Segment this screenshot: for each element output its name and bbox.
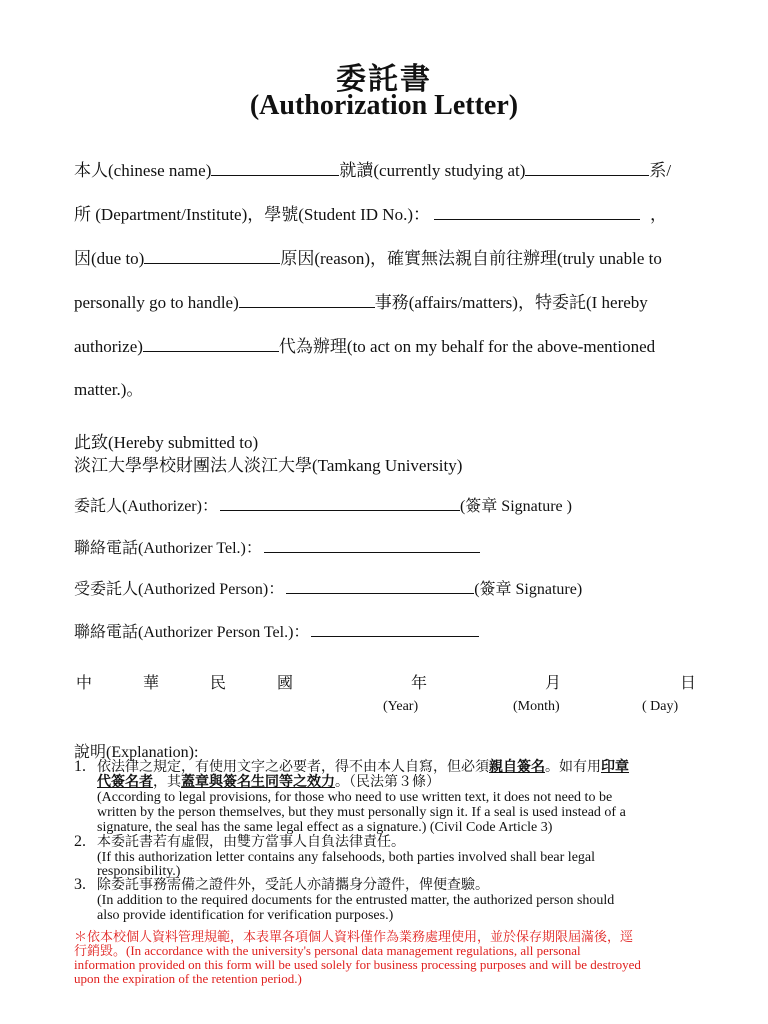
body-text: 就讀(currently studying at)	[339, 161, 526, 180]
explanation-item-1-en-line-1: (According to legal provisions, for those who need to use written text, it does not need to be	[97, 790, 613, 805]
body-text: 原因(reason)，確實無法親自前往辦理(truly unable to	[280, 249, 662, 268]
explanation-item-3-en-line-1: (In addition to the required documents for the entrusted matter, the authorized person should	[97, 893, 615, 908]
authorizer-label: 委託人(Authorizer)：	[74, 498, 218, 515]
note-text: ，其	[153, 775, 181, 790]
body-line-3	[74, 244, 662, 269]
explanation-item-3-en-line-2: also provide identification for verification purposes.)	[97, 908, 394, 923]
month-en-label: (Month)	[513, 699, 560, 714]
note-emphasis: 印章	[601, 760, 629, 775]
explanation-item-1-zh-line-1	[97, 760, 629, 775]
explanation-item-2-en-line-1: (If this authorization letter contains any falsehoods, both parties involved shall bear legal	[97, 850, 596, 865]
reason-blank[interactable]	[144, 249, 280, 264]
authorizer-signature-line[interactable]	[220, 496, 460, 511]
body-line-4	[74, 288, 648, 313]
item-number: 2.	[74, 833, 86, 850]
body-line-5	[74, 332, 655, 357]
authorized-label: 受委託人(Authorized Person)：	[74, 581, 285, 598]
chinese-name-blank[interactable]	[211, 161, 339, 176]
authorized-tel-line[interactable]	[311, 622, 479, 637]
note-emphasis: 親自簽名	[489, 760, 545, 775]
day-en-label: ( Day)	[642, 699, 679, 714]
authorized-tel-row	[74, 619, 479, 642]
submitted-to-line: 此致(Hereby submitted to)	[74, 433, 259, 452]
privacy-notice-line-1: ＊依本校個人資料管理規範，本表單各項個人資料僅作為業務處理使用，並於保存期限屆滿後，逕	[74, 929, 634, 944]
authorized-name-blank[interactable]	[143, 337, 279, 352]
explanation-item-2-zh: 本委託書若有虛假，由雙方當事人自負法律責任。	[97, 835, 405, 850]
body-text: 所 (Department/Institute)，學號(Student ID No.)：	[74, 205, 430, 224]
body-line-6: matter.)。	[74, 380, 144, 399]
authorizer-tel-row	[74, 535, 480, 558]
body-text: authorize)	[74, 337, 143, 356]
note-text: 。如有用	[545, 760, 601, 775]
authorized-row	[74, 576, 582, 599]
authorizer-tel-line[interactable]	[264, 538, 480, 553]
explanation-item-1-en-line-3: signature, the seal has the same legal effect as a signature.) (Civil Code Article 3)	[97, 820, 553, 835]
authorizer-row	[74, 493, 572, 516]
privacy-notice-line-3: information provided on this form will be used solely for business processing purposes and will be destroyed	[74, 957, 641, 972]
date-char: 華	[143, 675, 160, 692]
explanation-item-1-zh-line-2	[97, 775, 440, 790]
document-title-chinese: 委託書	[336, 63, 432, 96]
year-en-label: (Year)	[383, 699, 419, 714]
affairs-blank[interactable]	[239, 293, 375, 308]
note-emphasis: 蓋章與簽名生同等之效力	[181, 775, 335, 790]
note-text: 依法律之規定，有使用文字之必要者，得不由本人自寫，但必須	[97, 760, 489, 775]
privacy-notice-line-2: 行銷毀。(In accordance with the university's personal data management regulations, all personal	[74, 943, 581, 958]
item-number: 1.	[74, 758, 86, 775]
note-text: 。（民法第３條）	[335, 775, 440, 790]
date-char: 國	[277, 675, 294, 692]
body-text: 代為辦理(to act on my behalf for the above-mentioned	[278, 337, 656, 356]
document-title-english: (Authorization Letter)	[249, 90, 519, 121]
body-text: personally go to handle)	[74, 293, 239, 312]
body-text: 系/	[649, 161, 672, 180]
date-char: 中	[76, 675, 93, 692]
explanation-item-1-en-line-2: written by the person themselves, but they must personally sign it. If a seal is used instead of a	[97, 805, 626, 820]
signature-hint: (簽章 Signature)	[474, 581, 583, 598]
department-blank[interactable]	[525, 161, 649, 176]
body-text: 本人(chinese name)	[74, 161, 212, 180]
student-id-blank[interactable]	[434, 205, 640, 220]
explanation-item-2-en-line-2: responsibility.)	[97, 864, 181, 879]
month-label: 月	[545, 675, 562, 692]
explanation-heading: 說明(Explanation):	[74, 744, 199, 761]
year-label: 年	[411, 675, 428, 692]
explanation-item-3-zh: 除委託事務需備之證件外，受託人亦請攜身分證件，俾便查驗。	[97, 878, 489, 893]
body-line-1	[74, 156, 671, 181]
item-number: 3.	[74, 876, 86, 893]
body-text: 因(due to)	[74, 249, 145, 268]
body-text: 事務(affairs/matters)，特委託(I hereby	[374, 293, 648, 312]
authorized-signature-line[interactable]	[286, 579, 474, 594]
date-char: 民	[210, 675, 227, 692]
privacy-notice-line-4: upon the expiration of the retention period.)	[74, 971, 302, 986]
note-emphasis: 代簽名者	[97, 775, 153, 790]
signature-hint: (簽章 Signature )	[459, 498, 572, 515]
body-line-2	[74, 200, 667, 225]
day-label: 日	[680, 675, 697, 692]
authorized-tel-label: 聯絡電話(Authorizer Person Tel.)：	[74, 624, 310, 641]
university-line: 淡江大學學校財團法人淡江大學(Tamkang University)	[74, 456, 463, 475]
body-text: ，	[650, 205, 667, 224]
authorizer-tel-label: 聯絡電話(Authorizer Tel.)：	[74, 540, 262, 557]
